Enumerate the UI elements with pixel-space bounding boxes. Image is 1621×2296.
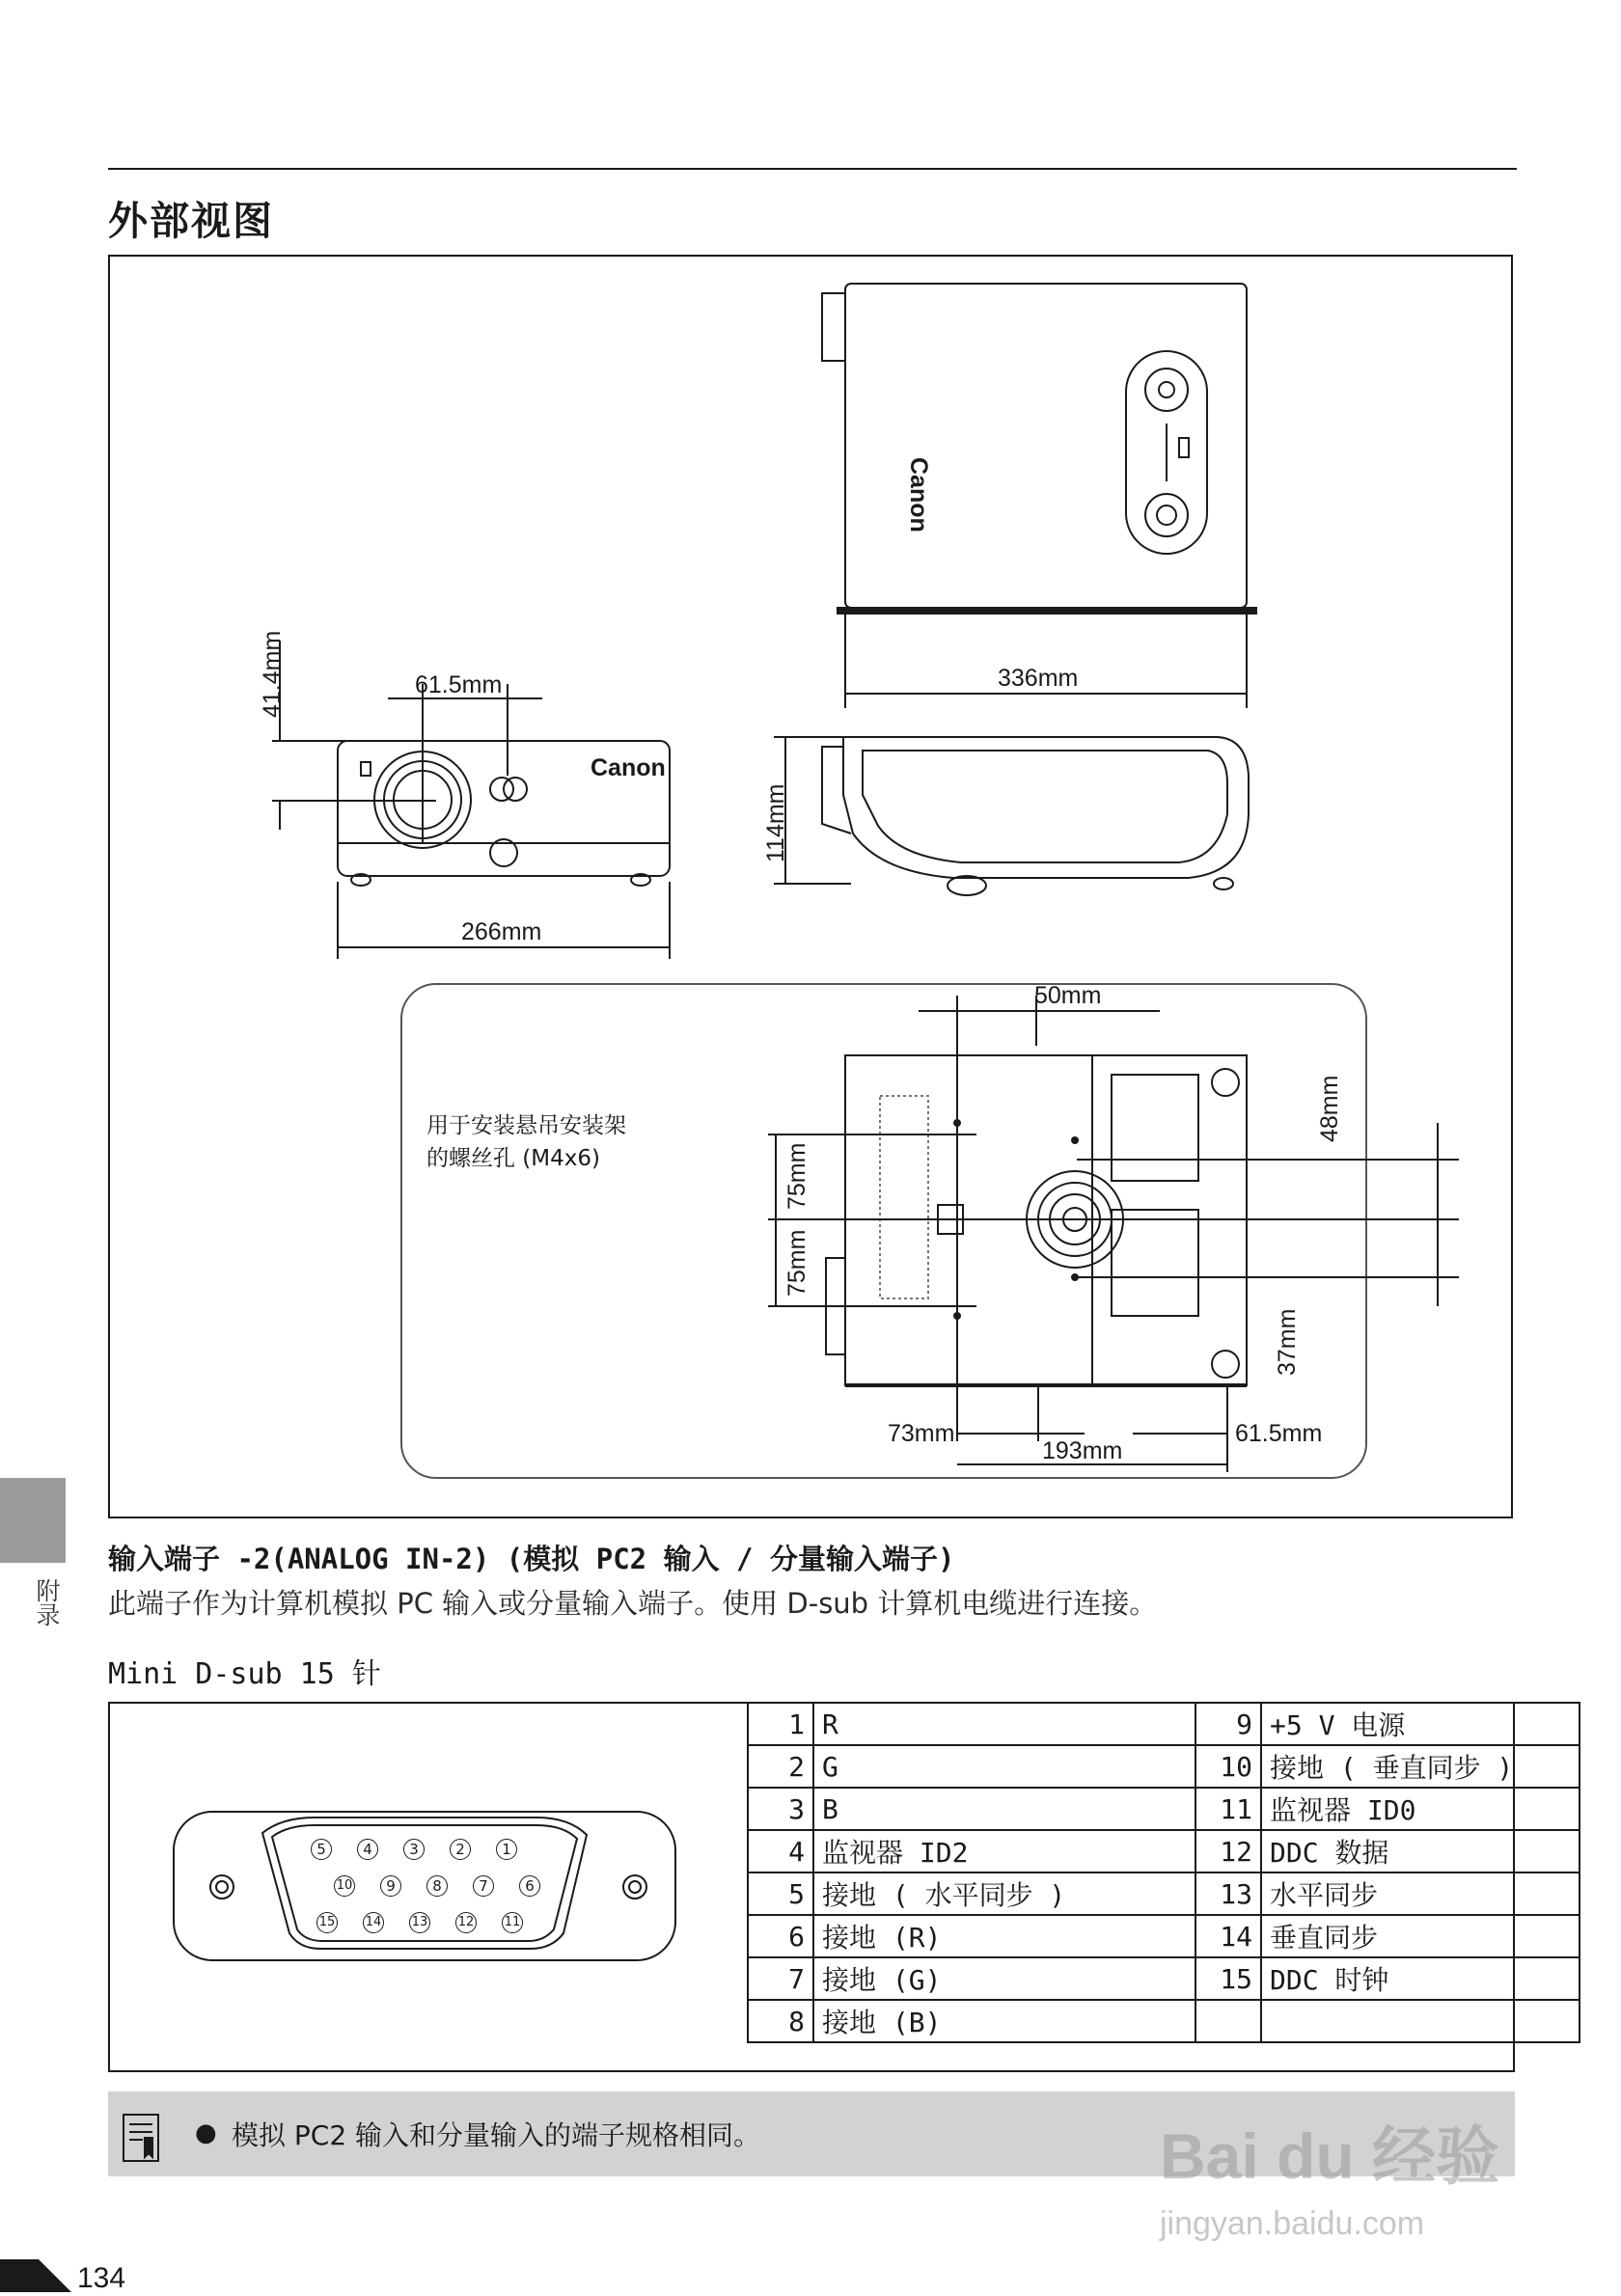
pin-signal: 垂直同步 xyxy=(1261,1915,1580,1957)
table-row xyxy=(748,1788,1580,1830)
mount-note-line1: 用于安装悬吊安装架 xyxy=(426,1113,626,1138)
pin-label: 3 xyxy=(403,1839,425,1860)
pin-number: 7 xyxy=(748,1957,813,2000)
dim-75-lower: 75mm xyxy=(783,1229,810,1297)
dim-50: 50mm xyxy=(1034,982,1102,1009)
pin-signal: 监视器 ID2 xyxy=(813,1830,1195,1872)
pin-signal: B xyxy=(813,1788,1195,1830)
pin-number: 3 xyxy=(748,1788,813,1830)
terminal-heading: 输入端子 -2(ANALOG IN-2) (模拟 PC2 输入 / 分量输入端子) xyxy=(108,1543,955,1575)
pin-number: 6 xyxy=(748,1915,813,1957)
pin-number: 10 xyxy=(1195,1745,1261,1788)
mount-note-line2: 的螺丝孔 (M4x6) xyxy=(426,1146,600,1171)
pin-label: 14 xyxy=(363,1912,384,1933)
pin-label: 9 xyxy=(380,1875,401,1897)
dim-48: 48mm xyxy=(1316,1075,1343,1142)
top-rule xyxy=(108,168,1517,170)
pin-number: 9 xyxy=(1195,1703,1261,1745)
watermark-url: jingyan.baidu.com xyxy=(1160,2205,1425,2242)
pin-label: 13 xyxy=(409,1912,430,1933)
pin-label: 7 xyxy=(473,1875,494,1897)
pin-table xyxy=(747,1702,1580,2043)
brand-label-front: Canon xyxy=(591,754,666,781)
pin-signal: 接地 (R) xyxy=(813,1915,1195,1957)
pin-number: 2 xyxy=(748,1745,813,1788)
table-row xyxy=(748,1957,1580,2000)
pin-signal: 接地 ( 水平同步 ) xyxy=(813,1872,1195,1915)
dim-266: 266mm xyxy=(461,918,542,945)
table-row xyxy=(748,1745,1580,1788)
side-view xyxy=(822,737,1249,895)
pin-label: 1 xyxy=(496,1839,517,1860)
pin-number xyxy=(1195,2000,1261,2042)
pin-signal: R xyxy=(813,1703,1195,1745)
dim-61-5-bottom: 61.5mm xyxy=(1235,1420,1323,1447)
front-view xyxy=(338,741,670,886)
pin-label: 11 xyxy=(502,1912,523,1933)
dim-61-5-top: 61.5mm xyxy=(415,671,503,698)
pin-label: 2 xyxy=(450,1839,471,1860)
side-tab xyxy=(0,1478,66,1563)
pin-number: 15 xyxy=(1195,1957,1261,2000)
dim-193: 193mm xyxy=(1042,1437,1123,1464)
table-row xyxy=(748,1872,1580,1915)
table-row xyxy=(748,2000,1580,2042)
top-view xyxy=(822,284,1256,614)
pin-label: 10 xyxy=(334,1875,355,1897)
pin-label: 12 xyxy=(455,1912,477,1933)
pin-signal: 水平同步 xyxy=(1261,1872,1580,1915)
pin-signal: 接地 (B) xyxy=(813,2000,1195,2042)
terminal-description: 此端子作为计算机模拟 PC 输入或分量输入端子。使用 D-sub 计算机电缆进行连接。 xyxy=(108,1587,1158,1620)
dim-336: 336mm xyxy=(998,665,1079,692)
pin-signal: 监视器 ID0 xyxy=(1261,1788,1580,1830)
dim-114: 114mm xyxy=(762,783,789,862)
pin-label: 15 xyxy=(316,1912,338,1933)
pin-number: 1 xyxy=(748,1703,813,1745)
dim-37: 37mm xyxy=(1274,1308,1301,1376)
pin-number: 5 xyxy=(748,1872,813,1915)
pin-signal: DDC 时钟 xyxy=(1261,1957,1580,2000)
notice-text: 模拟 PC2 输入和分量输入的端子规格相同。 xyxy=(232,2119,761,2151)
pin-signal: DDC 数据 xyxy=(1261,1830,1580,1872)
pin-label: 6 xyxy=(519,1875,540,1897)
pin-number: 14 xyxy=(1195,1915,1261,1957)
pin-number: 12 xyxy=(1195,1830,1261,1872)
page-number-tab xyxy=(0,2259,71,2292)
page-title: 外部视图 xyxy=(108,198,274,244)
watermark xyxy=(1154,2091,1540,2284)
pin-label: 5 xyxy=(311,1839,332,1860)
table-row xyxy=(748,1703,1580,1745)
pin-signal xyxy=(1261,2000,1580,2042)
appendix-label: 附录 xyxy=(33,1578,61,1626)
pin-signal: 接地 ( 垂直同步 ) xyxy=(1261,1745,1580,1788)
pin-number: 13 xyxy=(1195,1872,1261,1915)
pin-label: 4 xyxy=(357,1839,378,1860)
table-row xyxy=(748,1830,1580,1872)
exterior-views-figure xyxy=(108,255,1513,1518)
pin-signal: 接地 (G) xyxy=(813,1957,1195,2000)
dim-41-4: 41.4mm xyxy=(259,630,286,718)
table-row xyxy=(748,1915,1580,1957)
dim-73: 73mm xyxy=(888,1420,955,1447)
pin-number: 4 xyxy=(748,1830,813,1872)
page-number: 134 xyxy=(77,2262,126,2294)
connector-title: Mini D-sub 15 针 xyxy=(108,1657,381,1691)
watermark-brand: Bai du 经验 xyxy=(1160,2120,1500,2192)
bullet-icon: ● xyxy=(195,2118,217,2147)
brand-label-top: Canon xyxy=(905,457,932,533)
pin-number: 11 xyxy=(1195,1788,1261,1830)
dim-75-upper: 75mm xyxy=(783,1142,810,1210)
pin-label: 8 xyxy=(426,1875,448,1897)
pin-signal: +5 V 电源 xyxy=(1261,1703,1580,1745)
memo-icon xyxy=(122,2113,160,2163)
pin-number: 8 xyxy=(748,2000,813,2042)
pin-signal: G xyxy=(813,1745,1195,1788)
